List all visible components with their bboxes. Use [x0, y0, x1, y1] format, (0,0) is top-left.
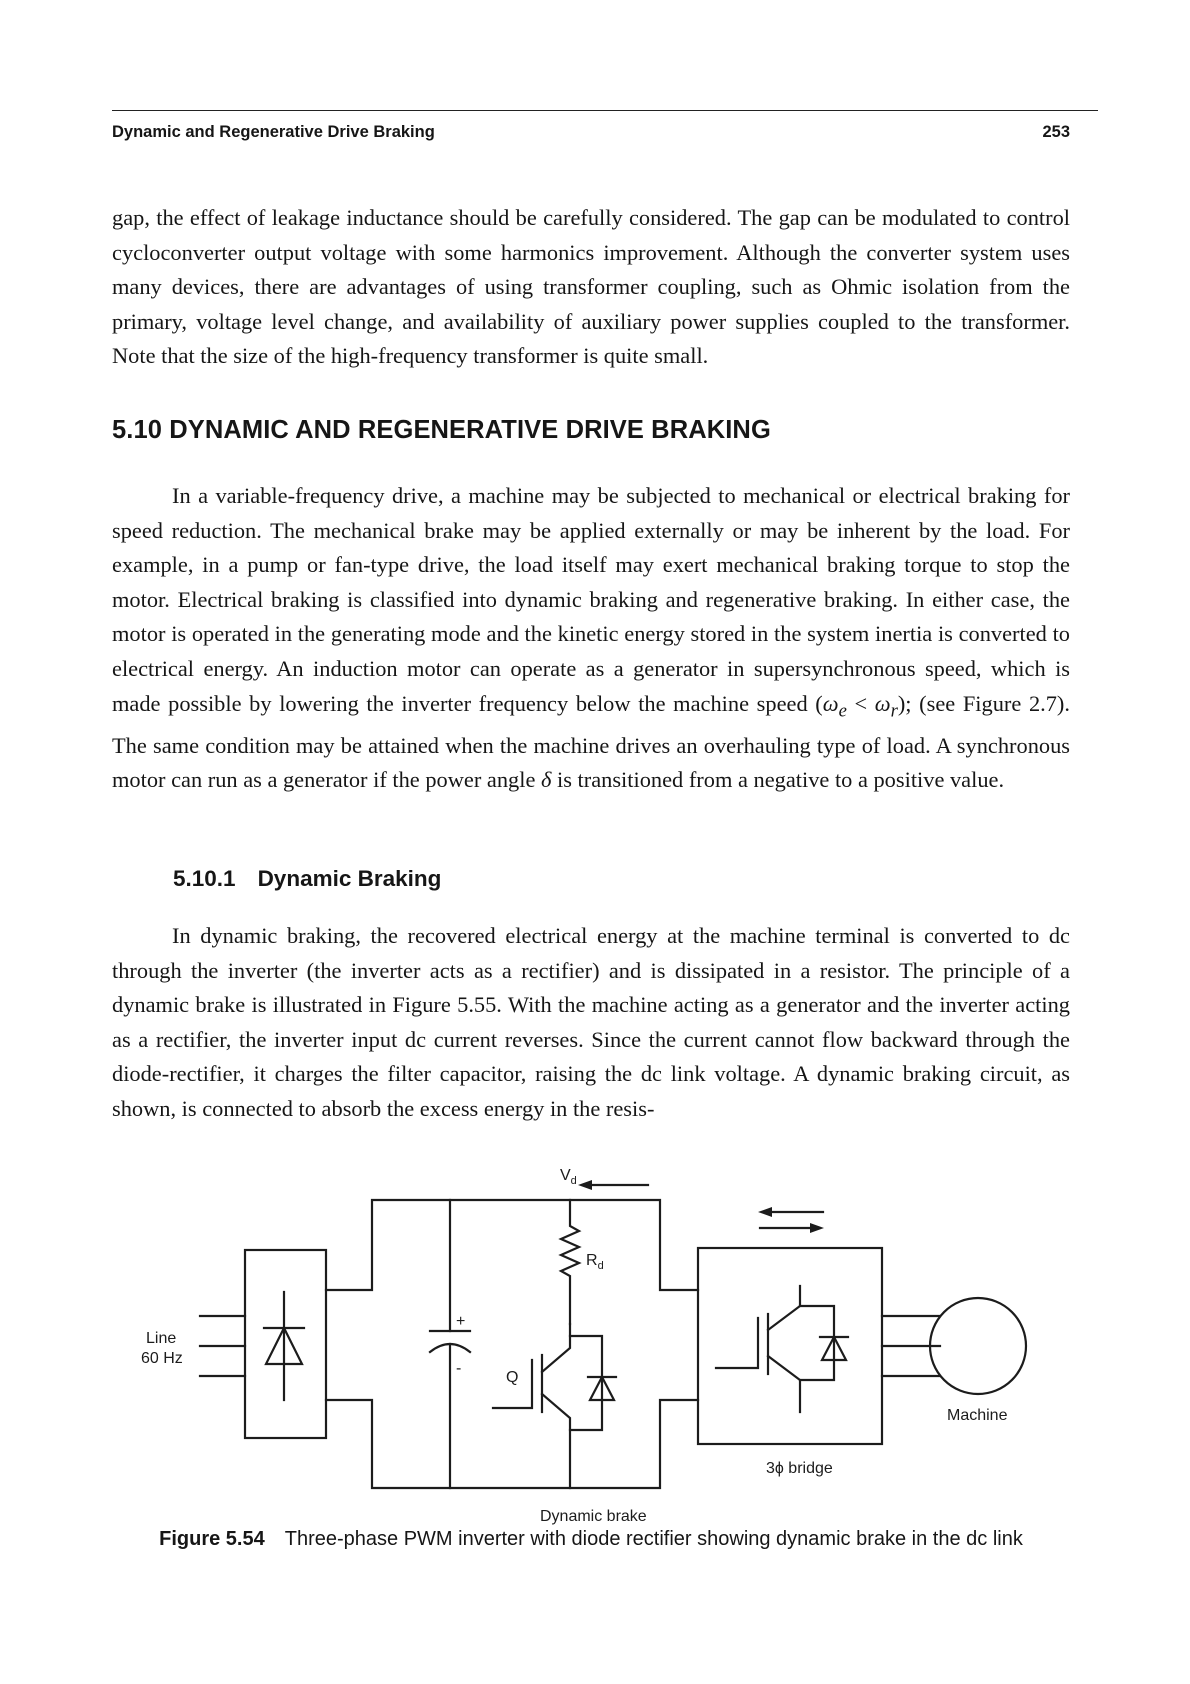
subsection-heading [173, 866, 441, 892]
section-paragraph-part-c: is transitioned from a negative to a positive value. [551, 767, 1005, 793]
running-title: Dynamic and Regenerative Drive Braking [112, 123, 435, 141]
braking-resistor [561, 1200, 579, 1324]
frequency-label: 60 Hz [141, 1350, 183, 1367]
vd-label: $V_d$ [560, 1167, 577, 1187]
paragraph-continuation: gap, the effect of leakage inductance should be carefully considered. The gap can be modulated to control cycloconverter output voltage with some harmonics improvement. Although the converter system uses many devices, there are advantages of using transformer coupling, such as Ohmic isolation from the primary, voltage level change, and availability of auxiliary power supplies coupled to the transformer. Note that the size of the high-frequency transformer is quite small. [112, 205, 1070, 369]
omega-symbol: ω [822, 690, 839, 716]
switch-q-label: Q [506, 1369, 519, 1386]
delta-symbol: δ [540, 767, 552, 793]
vd-arrow [578, 1180, 648, 1190]
diode-rectifier-block [245, 1250, 326, 1438]
caption-text: Three-phase PWM inverter with diode rectifier showing dynamic brake in the dc link [284, 1528, 1023, 1550]
omega-symbol: ω [874, 690, 891, 716]
section-paragraph-part-b: ); (see Figure 2.7). The same condition may be attained when the machine drives an overhauling type of load. A synchronous motor can run as a generator if the power angle [112, 690, 1070, 793]
subsection-title: Dynamic Braking [257, 866, 442, 891]
less-than: < [846, 690, 875, 716]
page-number: 253 [1042, 123, 1070, 141]
subsection-paragraph: In dynamic braking, the recovered electrical energy at the machine terminal is converted to dc through the inverter (the inverter acts as a rectifier) and is dissipated in a resistor. The principle of a dynamic brake is illustrated in Figure 5.55. With the machine acting as a generator and the inverter acting as a rectifier, the inverter input dc current reverses. Since the current cannot flow backward through the diode-rectifier, it charges the filter capacitor, raising the dc link voltage. A dynamic braking circuit, as shown, is connected to absorb the excess energy in the resis- [112, 923, 1070, 1121]
machine-connection [882, 1298, 1026, 1394]
subscript-e: e [838, 700, 847, 722]
section-heading: 5.10 DYNAMIC AND REGENERATIVE DRIVE BRAKING [112, 416, 771, 444]
line-input-wires [200, 1316, 245, 1376]
capacitor-plus-label: + [456, 1313, 466, 1330]
circuit-diagram [0, 1150, 1190, 1560]
circuit-figure [0, 1150, 1190, 1560]
subsection-number: 5.10.1 [173, 866, 236, 891]
figure-number: Figure 5.54 [159, 1528, 265, 1550]
dc-link-rails [326, 1200, 698, 1488]
figure-caption [112, 1527, 1070, 1552]
section-paragraph-part-a: In a variable-frequency drive, a machine may be subjected to mechanical or electrical braking for speed reduction. The mechanical brake may be applied externally or may be inherent by the load. For example, in a pump or fan-type drive, the load itself may exert mechanical braking torque to stop the motor. Electrical braking is classified into dynamic braking and regenerative braking. In either case, the motor is operated in the generating mode and the kinetic energy stored in the system inertia is converted to electrical energy. An induction motor can operate as a generator in supersynchronous speed, which is made possible by lowering the inverter frequency below the machine speed ( [112, 483, 1070, 716]
header-rule [112, 110, 1098, 111]
capacitor-minus-label: - [456, 1360, 462, 1377]
filter-capacitor [430, 1200, 470, 1488]
section-paragraph [112, 479, 1070, 798]
inverter-bridge [698, 1248, 882, 1444]
bridge-label: 3ϕ bridge [766, 1460, 833, 1477]
dynamic-brake-label: Dynamic brake [540, 1508, 647, 1525]
subscript-r: r [890, 700, 898, 722]
rd-label: $R_d$ [586, 1252, 604, 1272]
brake-switch-q [493, 1324, 616, 1488]
power-flow-arrows [758, 1207, 824, 1233]
machine-label: Machine [947, 1407, 1008, 1424]
line-label: Line [146, 1330, 177, 1347]
